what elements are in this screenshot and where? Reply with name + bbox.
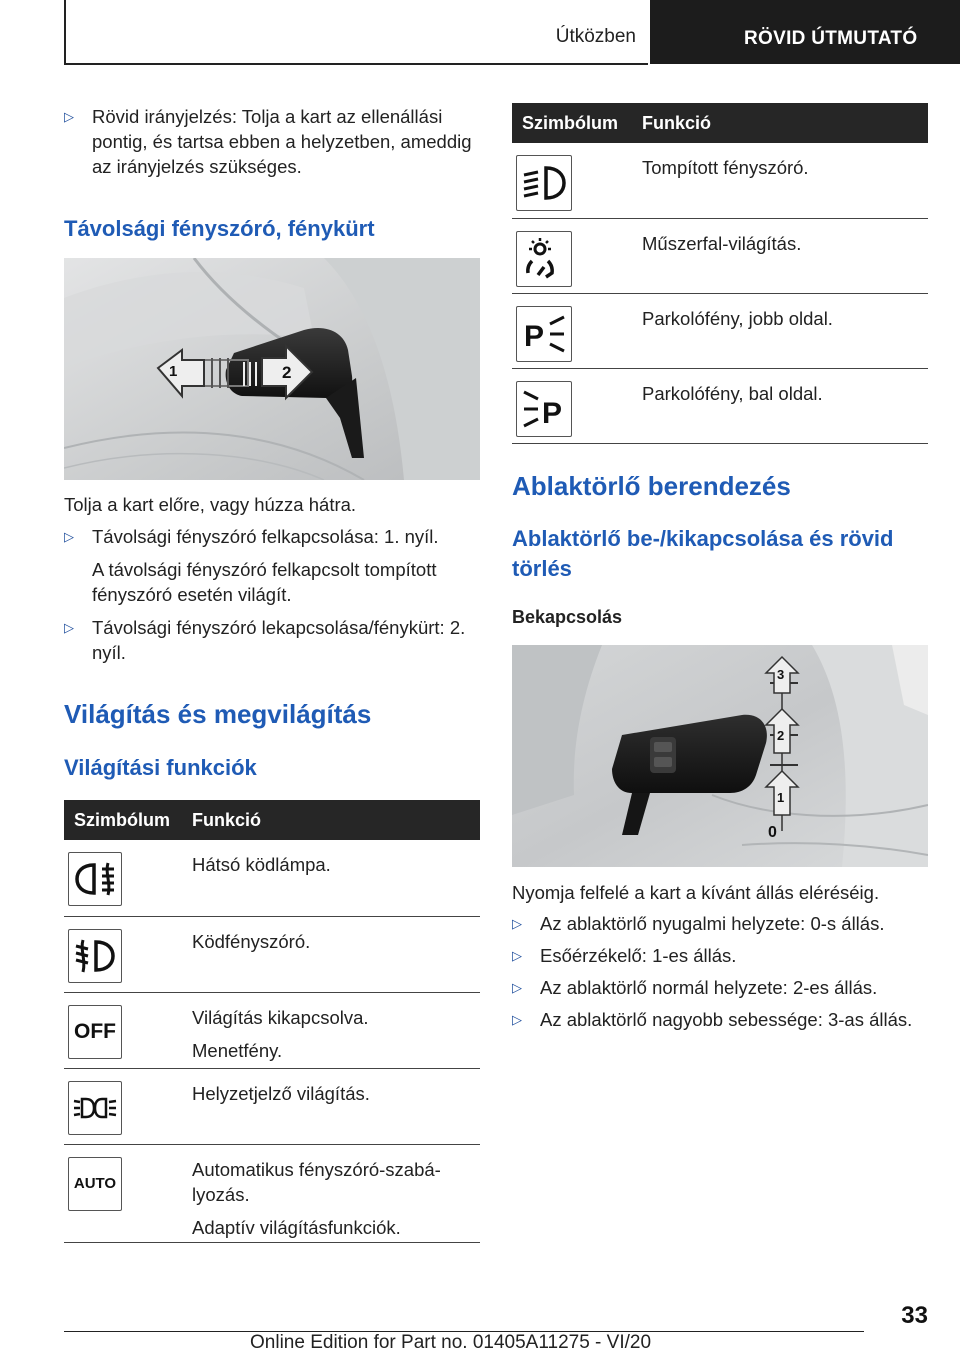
row-text: Parkolófény, bal oldal. (642, 382, 823, 404)
wiper-bullets (512, 911, 932, 1032)
table-row (64, 916, 480, 992)
bullet-triangle-icon: ▷ (512, 948, 522, 963)
row-text: Parkolófény, jobb oldal. (642, 307, 833, 329)
table-row (512, 293, 928, 368)
bullet-triangle-icon: ▷ (64, 529, 74, 544)
lighting-functions-subheading: Világítási funkciók (64, 755, 257, 780)
parking-light-right-icon (516, 306, 572, 362)
rear-fog-lamp-icon (68, 852, 122, 906)
high-beam-caption: Tolja a kart előre, vagy húzza hátra. (64, 494, 357, 515)
header-chapter-tab[interactable] (650, 0, 960, 64)
bullet-triangle-icon: ▷ (512, 1012, 522, 1027)
row-text: Helyzetjelző világítás. (192, 1082, 370, 1104)
row-text: Adaptív világításfunkciók. (192, 1216, 401, 1238)
high-beam-bullets (64, 524, 480, 665)
table-row (512, 368, 928, 443)
table-row (64, 992, 480, 1068)
switch-on-label: Bekapcsolás (512, 607, 623, 627)
row-text: Világítás kikapcsolva. (192, 1006, 369, 1028)
list-item (512, 1007, 932, 1032)
row-text: Tompított fényszóró. (642, 157, 809, 178)
column-header-symbol: Szimbólum (512, 103, 632, 143)
page-number: 33 (901, 1302, 928, 1329)
list-item-text: Az ablaktörlő nyugalmi helyzete: 0-s állás. (540, 913, 885, 934)
table-row (64, 840, 480, 916)
svg-text:P: P (524, 319, 545, 353)
position-1-label: 1 (777, 790, 785, 805)
header-rule-bottom (64, 63, 648, 65)
position-0-label: 0 (768, 824, 777, 841)
list-item-text: Esőérzékelő: 1-es állás. (540, 945, 737, 966)
bullet-triangle-icon: ▷ (64, 620, 74, 635)
column-header-symbol: Szimbólum (64, 800, 182, 840)
table-row (512, 143, 928, 218)
list-item-text: Az ablaktörlő nagyobb sebessége: 3-as állás. (540, 1009, 913, 1030)
high-beam-off-text: Távolsági fényszóró lekapcsolása/fénykürt: 2. nyíl. (92, 617, 466, 663)
short-turn-signal-text: Rövid irányjelzés: Tolja a kart az ellenállási pontig, és tartsa ebben a helyzetben, ameddig az irányjelzés szükséges. (92, 106, 472, 177)
table-header-row (64, 800, 480, 840)
short-turn-signal-bullet (64, 104, 480, 179)
high-beam-on-text: Távolsági fényszóró felkapcsolása: 1. nyíl. (92, 526, 439, 547)
header-section-title: Útközben (555, 26, 636, 47)
row-text: Automatikus fényszóró-szabályozás. (192, 1158, 441, 1205)
lighting-symbols-table-continued (512, 103, 928, 444)
bullet-triangle-icon: ▷ (512, 916, 522, 931)
list-item (512, 911, 932, 936)
row-text: Ködfényszóró. (192, 930, 311, 952)
parking-lights-icon (68, 1081, 122, 1135)
low-beam-icon (516, 155, 572, 211)
bullet-triangle-icon: ▷ (512, 980, 522, 995)
position-2-label: 2 (777, 728, 785, 743)
wiper-caption: Nyomja felfelé a kart a kívánt állás eléréséig. (512, 882, 880, 903)
table-row (64, 1068, 480, 1144)
column-header-function: Funkció (632, 103, 928, 143)
high-beam-on-detail-text: A távolsági fényszóró felkapcsolt tompított fényszóró esetén világít. (92, 559, 437, 605)
list-item (512, 943, 932, 968)
table-row (64, 1144, 480, 1242)
off-icon-text: OFF (74, 1019, 116, 1043)
row-text: Menetfény. (192, 1039, 283, 1061)
parking-light-left-icon (516, 381, 572, 437)
high-beam-on-detail (64, 557, 480, 607)
instrument-lighting-icon (516, 231, 572, 287)
wiper-subheading: Ablaktörlő be-/kikapcsolása és rövid törlés (512, 526, 894, 581)
row-text: Hátsó ködlámpa. (192, 854, 331, 875)
high-beam-on-bullet (64, 524, 480, 549)
wiper-lever-photo (512, 645, 928, 867)
column-header-function: Funkció (182, 800, 480, 840)
auto-icon-text: AUTO (73, 1175, 117, 1192)
high-beam-off-bullet (64, 615, 480, 665)
header-chapter-label: RÖVID ÚTMUTATÓ (744, 28, 918, 49)
list-item (512, 975, 932, 1000)
wiper-heading: Ablaktörlő berendezés (512, 471, 791, 501)
table-header-row (512, 103, 928, 143)
row-text: Műszerfal-világítás. (642, 232, 802, 254)
bullet-triangle-icon: ▷ (64, 109, 74, 124)
table-row (512, 218, 928, 293)
high-beam-lever-photo (64, 258, 480, 480)
lighting-heading: Világítás és megvilágítás (64, 699, 372, 729)
list-item-text: Az ablaktörlő normál helyzete: 2-es állás. (540, 977, 878, 998)
auto-icon (68, 1157, 122, 1211)
front-fog-lamp-icon (68, 929, 122, 983)
high-beam-heading: Távolsági fényszóró, fénykürt (64, 216, 375, 241)
position-3-label: 3 (777, 667, 785, 682)
svg-text:P: P (542, 396, 563, 430)
off-icon (68, 1005, 122, 1059)
footer-edition: Online Edition for Part no. 01405A11275 - VI/20 (250, 1332, 652, 1353)
arrow-2-label: 2 (282, 363, 292, 382)
left-column (64, 104, 480, 179)
lighting-functions-table (64, 800, 480, 1243)
arrow-1-label: 1 (169, 363, 178, 380)
